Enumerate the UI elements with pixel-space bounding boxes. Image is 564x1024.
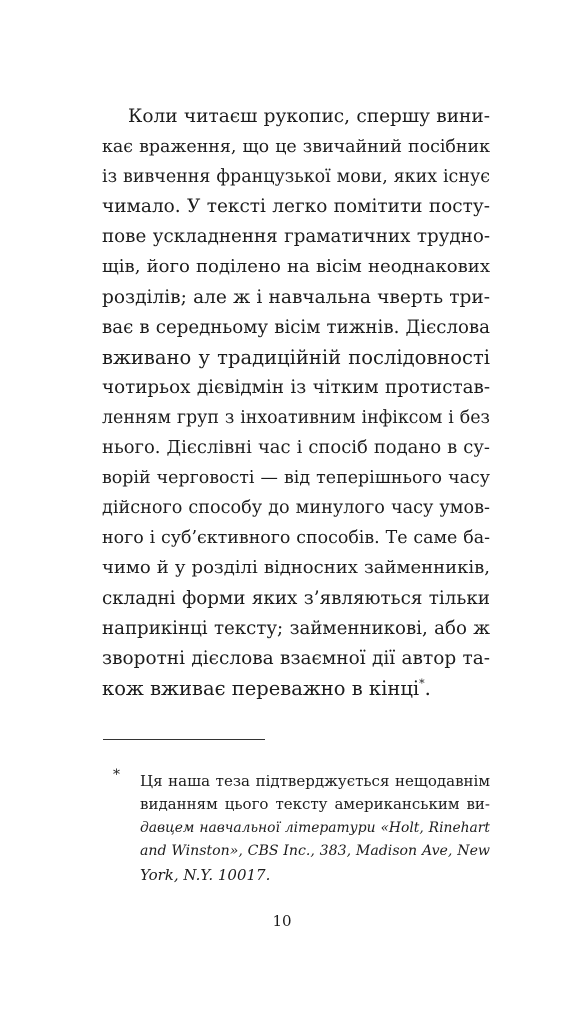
footnote [113, 767, 490, 887]
body-line: чимо й у розділі відносних займенників, [102, 557, 490, 579]
body-line: із вивчення французької мови, яких існує [102, 167, 490, 188]
footnote-reference[interactable]: * [419, 676, 425, 690]
body-line: щів, його поділено на вісім неоднакових [102, 256, 490, 278]
body-line: Коли читаєш рукопис, спершу вини- [128, 106, 490, 127]
footnote-line: York, N.Y. 10017. [140, 865, 271, 884]
body-line: ленням груп з інхоативним інфіксом і без [102, 407, 490, 428]
body-line: чимало. У тексті легко помітити посту- [102, 196, 490, 218]
body-line: ного і суб’єктивного способів. Те саме ба- [102, 528, 490, 549]
footnote-line: виданням цього тексту американським ви- [140, 795, 490, 814]
final-period: . [424, 676, 431, 700]
body-paragraph [102, 102, 490, 704]
body-line-last [102, 674, 490, 704]
footnote-line: and Winston», CBS Inc., 383, Madison Ave, New [140, 843, 490, 860]
footnote-marker: * [113, 767, 120, 783]
body-line: вживано у традиційній послідовності [102, 345, 490, 369]
footnote-divider [103, 739, 265, 740]
body-line: пове ускладнення граматичних трудно- [102, 226, 490, 248]
body-line: зворотні дієслова взаємної дії автор та- [102, 647, 490, 669]
footnote-line: Ця наша теза підтверджується нещодавнім [140, 772, 490, 790]
footnote-line: давцем навчальної літератури «Holt, Rinehart [140, 819, 490, 836]
body-line: наприкінці тексту; займенникові, або ж [102, 617, 490, 639]
body-line: розділів; але ж і навчальна чверть три- [102, 286, 490, 308]
body-line: чотирьох дієвідмін із чітким протистав- [102, 376, 490, 398]
body-line: нього. Дієслівні час і спосіб подано в су- [102, 437, 490, 459]
body-line-text: кож вживає переважно в кінці [102, 676, 420, 700]
body-line: кає враження, що це звичайний посібник [102, 137, 490, 158]
body-line: ває в середньому вісім тижнів. Дієслова [102, 316, 490, 338]
body-line: складні форми яких з’являються тільки [102, 587, 490, 609]
page-number: 10 [272, 912, 292, 930]
body-line: дійсного способу до минулого часу умов- [102, 498, 490, 519]
body-line: ворій черговості — від теперішнього часу [102, 468, 490, 489]
